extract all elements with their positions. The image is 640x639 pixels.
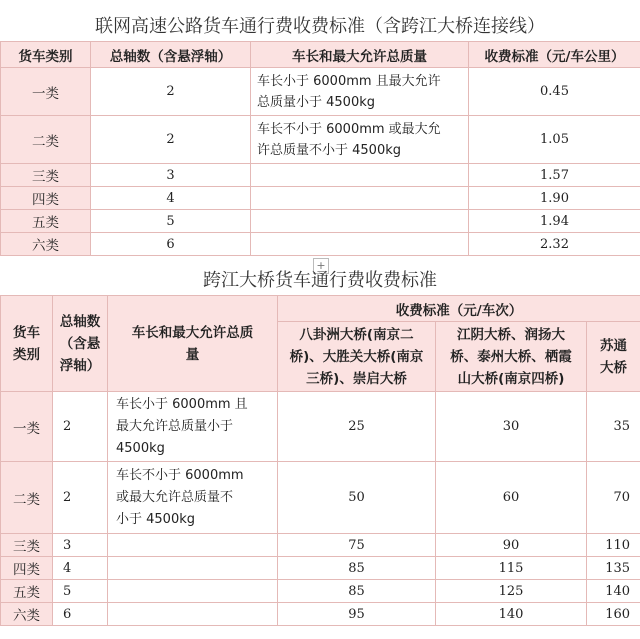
header-axles (53, 296, 108, 392)
axles-cell: 2 (91, 116, 251, 164)
fee-c-cell: 70 (587, 462, 640, 534)
header-line: 类别 (13, 346, 40, 363)
fee-b-cell: 140 (436, 603, 587, 626)
category-cell: 五类 (1, 210, 91, 233)
header-line: 桥)、大胜关大桥(南京 (289, 348, 424, 365)
category-cell: 一类 (1, 392, 53, 462)
axles-cell: 6 (91, 233, 251, 256)
desc-cell (251, 164, 469, 187)
axles-cell: 4 (91, 187, 251, 210)
axles-cell: 5 (53, 580, 108, 603)
desc-cell (108, 462, 278, 534)
desc-line: 车长不小于 6000mm (116, 467, 244, 483)
table-row (1, 603, 640, 626)
desc-line: 最大允许总质量小于 (116, 418, 234, 434)
table-row (1, 116, 640, 164)
fee-a-cell: 75 (278, 534, 436, 557)
header-line: 江阴大桥、润扬大 (457, 326, 565, 343)
header-line: 桥、泰州大桥、栖霞 (450, 348, 572, 365)
header-fee-group: 收费标准（元/车次） (278, 296, 640, 322)
header-line: 货车 (13, 324, 40, 341)
category-cell: 四类 (1, 557, 53, 580)
table-row (1, 187, 640, 210)
desc-cell (251, 187, 469, 210)
header-category (1, 296, 53, 392)
fee-cell: 1.05 (469, 116, 640, 164)
category-cell: 四类 (1, 187, 91, 210)
fee-c-cell: 110 (587, 534, 640, 557)
fee-c-cell: 160 (587, 603, 640, 626)
header-line: 山大桥(南京四桥) (457, 370, 565, 387)
fee-c-cell: 35 (587, 392, 640, 462)
header-bridge-c (587, 322, 640, 392)
header-line: 三桥)、崇启大桥 (306, 370, 407, 387)
desc-line: 车长小于 6000mm 且最大允许 (257, 73, 441, 89)
header-axles: 总轴数（含悬浮轴） (91, 42, 251, 68)
table2-header-row-1 (1, 296, 640, 322)
desc-cell (251, 68, 469, 116)
fee-c-cell: 140 (587, 580, 640, 603)
desc-line: 车长不小于 6000mm 或最大允 (257, 121, 441, 137)
fee-c-cell: 135 (587, 557, 640, 580)
header-length-weight (108, 296, 278, 392)
fee-cell: 1.57 (469, 164, 640, 187)
axles-cell: 2 (53, 392, 108, 462)
header-fee-per-km: 收费标准（元/车公里） (469, 42, 640, 68)
table-row (1, 557, 640, 580)
table1-title: 联网高速公路货车通行费收费标准（含跨江大桥连接线） (95, 16, 545, 37)
axles-cell: 3 (53, 534, 108, 557)
desc-cell (251, 233, 469, 256)
desc-line: 车长小于 6000mm 且 (116, 396, 248, 412)
category-cell: 六类 (1, 233, 91, 256)
header-line: 量 (185, 346, 200, 363)
fee-a-cell: 25 (278, 392, 436, 462)
table-row (1, 164, 640, 187)
fee-a-cell: 50 (278, 462, 436, 534)
header-bridge-b (436, 322, 587, 392)
desc-cell (108, 603, 278, 626)
desc-line: 总质量小于 4500kg (257, 94, 375, 110)
fee-cell: 0.45 (469, 68, 640, 116)
desc-line: 或最大允许总质量不 (116, 489, 234, 505)
fee-a-cell: 85 (278, 557, 436, 580)
axles-cell: 6 (53, 603, 108, 626)
fee-cell: 1.94 (469, 210, 640, 233)
desc-cell (251, 210, 469, 233)
fee-b-cell: 125 (436, 580, 587, 603)
axles-cell: 4 (53, 557, 108, 580)
desc-line: 4500kg (116, 440, 165, 456)
desc-cell (108, 392, 278, 462)
desc-cell (108, 580, 278, 603)
category-cell: 三类 (1, 164, 91, 187)
fee-b-cell: 30 (436, 392, 587, 462)
fee-cell: 2.32 (469, 233, 640, 256)
fee-a-cell: 85 (278, 580, 436, 603)
category-cell: 二类 (1, 462, 53, 534)
header-line: （含悬 (59, 335, 101, 352)
axles-cell: 5 (91, 210, 251, 233)
fee-b-cell: 60 (436, 462, 587, 534)
category-cell: 三类 (1, 534, 53, 557)
header-bridge-a (278, 322, 436, 392)
desc-cell (251, 116, 469, 164)
header-line: 八卦洲大桥(南京二 (299, 326, 414, 343)
desc-line: 小于 4500kg (116, 511, 195, 527)
axles-cell: 2 (53, 462, 108, 534)
table2-title: 跨江大桥货车通行费收费标准 (203, 270, 437, 291)
table1-header-row (1, 42, 640, 68)
table-row (1, 534, 640, 557)
table-row (1, 392, 640, 462)
header-line: 苏通 (600, 337, 628, 354)
category-cell: 二类 (1, 116, 91, 164)
desc-cell (108, 534, 278, 557)
category-cell: 一类 (1, 68, 91, 116)
fee-cell: 1.90 (469, 187, 640, 210)
table-add-handle-icon[interactable]: + (313, 258, 329, 274)
table-row (1, 580, 640, 603)
highway-fee-table (0, 41, 640, 256)
table-row (1, 462, 640, 534)
header-line: 车长和最大允许总质 (131, 324, 254, 341)
table-row (1, 68, 640, 116)
table-row (1, 210, 640, 233)
desc-cell (108, 557, 278, 580)
bridge-fee-table (0, 295, 640, 626)
fee-b-cell: 115 (436, 557, 587, 580)
desc-line: 许总质量不小于 4500kg (257, 142, 401, 158)
fee-a-cell: 95 (278, 603, 436, 626)
header-category: 货车类别 (1, 42, 91, 68)
category-cell: 六类 (1, 603, 53, 626)
header-length-weight: 车长和最大允许总质量 (251, 42, 469, 68)
axles-cell: 2 (91, 68, 251, 116)
axles-cell: 3 (91, 164, 251, 187)
header-line: 总轴数 (59, 313, 101, 330)
header-line: 大桥 (600, 359, 628, 376)
table-row (1, 233, 640, 256)
category-cell: 五类 (1, 580, 53, 603)
fee-b-cell: 90 (436, 534, 587, 557)
header-line: 浮轴） (59, 357, 101, 374)
